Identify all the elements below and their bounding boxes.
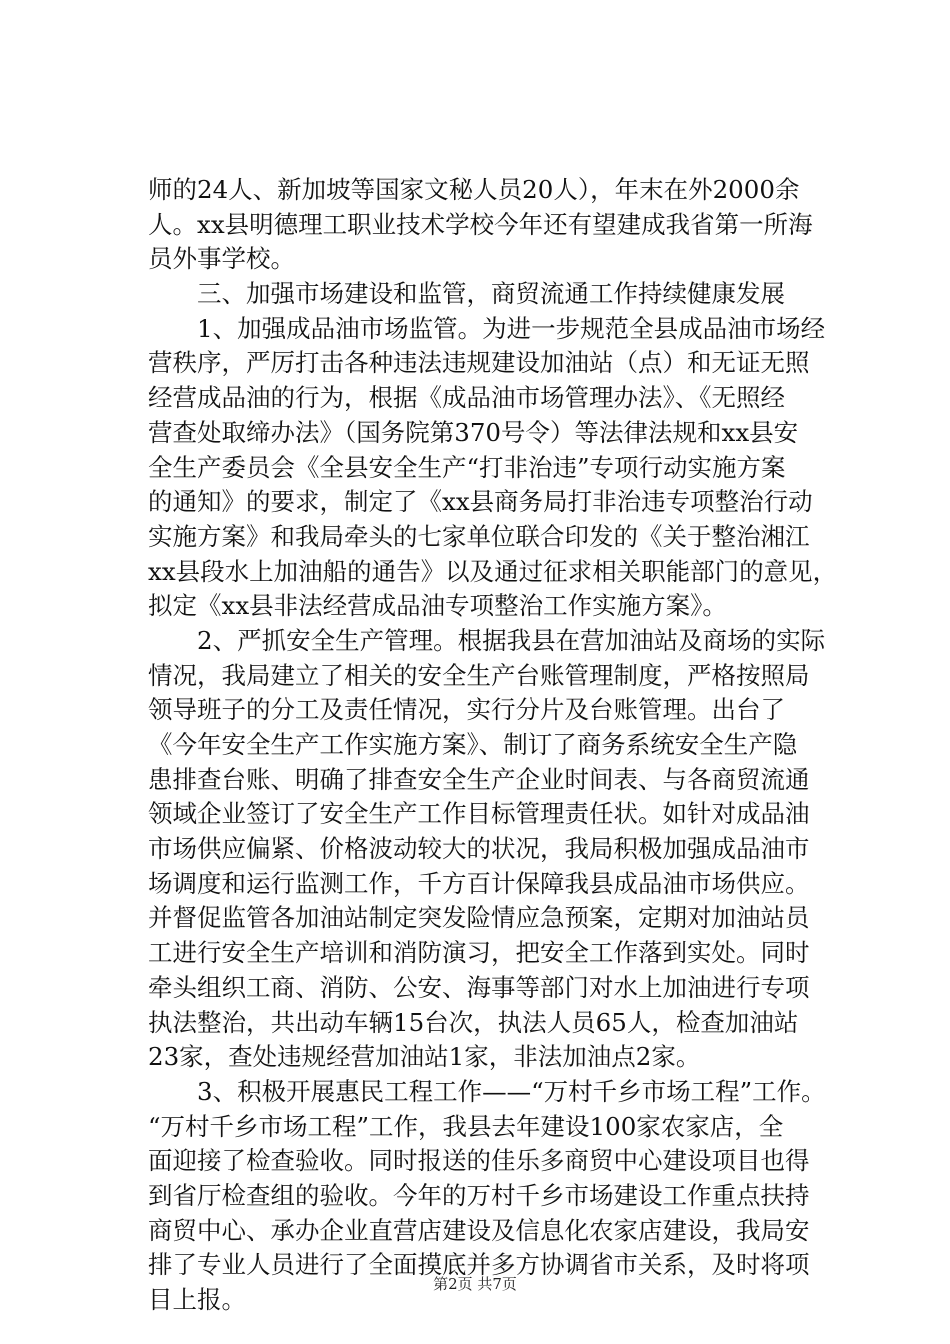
- section-heading: 三、加强市场建设和监管，商贸流通工作持续健康发展: [197, 279, 785, 309]
- text-line: 面迎接了检查验收。同时报送的佳乐多商贸中心建设项目也得: [148, 1146, 810, 1176]
- document-body: [148, 173, 840, 1318]
- text-line: 营查处取缔办法》（国务院第370号令）等法律法规和xx县安: [148, 417, 799, 447]
- text-line: xx县段水上加油船的通告》以及通过征求相关职能部门的意见，: [148, 556, 838, 586]
- text-line: 营秩序，严厉打击各种违法违规建设加油站（点）和无证无照: [148, 348, 810, 378]
- text-line: 的通知》的要求，制定了《xx县商务局打非治违专项整治行动: [148, 487, 813, 517]
- text-line: 经营成品油的行为，根据《成品油市场管理办法》、《无照经: [148, 383, 785, 413]
- text-line: 市场供应偏紧、价格波动较大的状况，我局积极加强成品油市: [148, 834, 810, 864]
- paragraph-start-3: 3、积极开展惠民工程工作——“万村千乡市场工程”工作。: [197, 1076, 826, 1106]
- text-line: 拟定《xx县非法经营成品油专项整治工作实施方案》。: [148, 591, 727, 621]
- text-line: 领导班子的分工及责任情况，实行分片及台账管理。出台了: [148, 695, 785, 725]
- paragraph-start-1: 1、加强成品油市场监管。为进一步规范全县成品油市场经: [197, 313, 826, 343]
- paragraph-start-2: 2、严抓安全生产管理。根据我县在营加油站及商场的实际: [197, 625, 826, 655]
- text-line: “万村千乡市场工程”工作，我县去年建设100家农家店，全: [148, 1111, 784, 1141]
- text-line: 商贸中心、承办企业直营店建设及信息化农家店建设，我局安: [148, 1215, 810, 1245]
- text-line: 场调度和运行监测工作，千方百计保障我县成品油市场供应。: [148, 868, 810, 898]
- page-number: 第2页 共7页: [433, 1275, 517, 1293]
- text-line: 实施方案》和我局牵头的七家单位联合印发的《关于整治湘江: [148, 521, 810, 551]
- text-line: 牵头组织工商、消防、公安、海事等部门对水上加油进行专项: [148, 972, 810, 1002]
- page-footer: [0, 1274, 950, 1294]
- text-line: 目上报。: [148, 1285, 246, 1314]
- text-line: 工进行安全生产培训和消防演习，把安全工作落到实处。同时: [148, 938, 810, 968]
- text-line: 情况，我局建立了相关的安全生产台账管理制度，严格按照局: [148, 660, 810, 690]
- text-line: 患排查台账、明确了排查安全生产企业时间表、与各商贸流通: [148, 764, 810, 794]
- text-line: 执法整治，共出动车辆15台次，执法人员65人，检查加油站: [148, 1007, 799, 1037]
- text-line: 师的24人、新加坡等国家文秘人员20人），年末在外2000余: [148, 175, 800, 204]
- text-line: 并督促监管各加油站制定突发险情应急预案，定期对加油站员: [148, 903, 810, 933]
- text-line: 领域企业签订了安全生产工作目标管理责任状。如针对成品油: [148, 799, 810, 829]
- text-line: 23家，查处违规经营加油站1家，非法加油点2家。: [148, 1042, 701, 1072]
- text-line: 排了专业人员进行了全面摸底并多方协调省市关系，及时将项: [148, 1250, 810, 1280]
- text-line: 全生产委员会《全县安全生产“打非治违”专项行动实施方案: [148, 452, 786, 482]
- text-line: 到省厅检查组的验收。今年的万村千乡市场建设工作重点扶持: [148, 1180, 810, 1210]
- text-line: 人。xx县明德理工职业技术学校今年还有望建成我省第一所海: [148, 209, 813, 239]
- text-line: 《今年安全生产工作实施方案》、制订了商务系统安全生产隐: [148, 730, 798, 759]
- text-line: 员外事学校。: [148, 244, 295, 274]
